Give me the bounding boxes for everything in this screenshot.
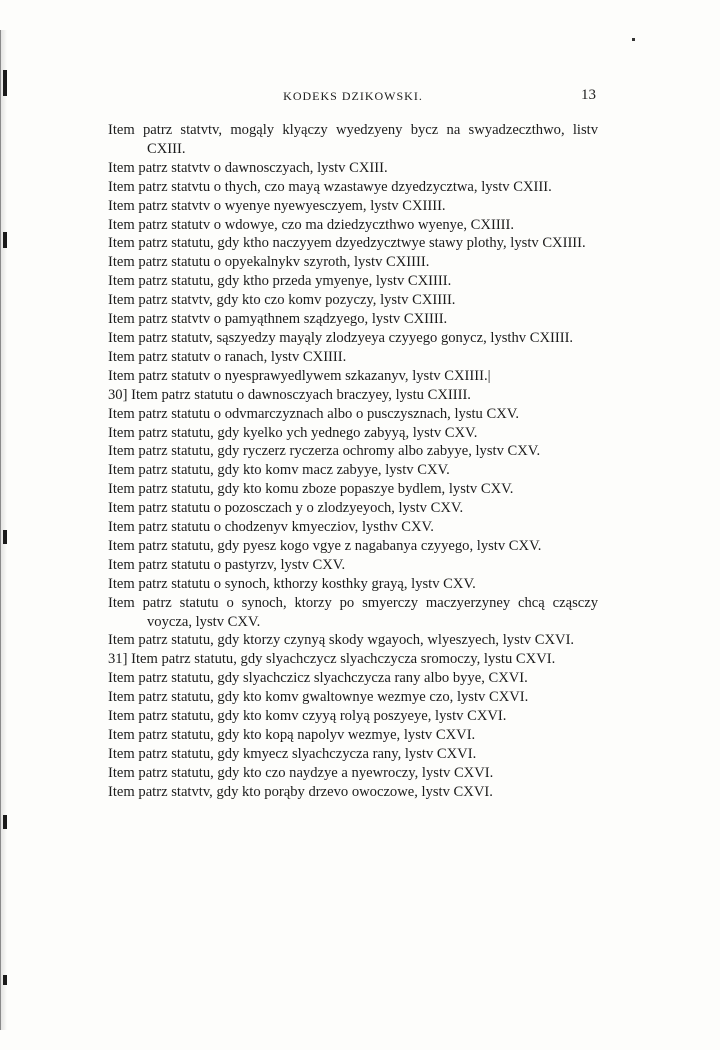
list-item: Item patrz statutu, gdy kto komv gwaltownye wezmye czo, lystv CXVI. bbox=[108, 689, 529, 706]
list-item: Item patrz statutu o synoch, kthorzy kosthky grayą, lystv CXV. bbox=[108, 575, 476, 592]
list-item: Item patrz statutv o ranach, lystv CXIIII. bbox=[108, 348, 347, 365]
list-item: Item patrz statvtv o wyenye nyewyesczyem, lystv CXIIII. bbox=[108, 197, 446, 214]
page-number: 13 bbox=[581, 87, 596, 103]
binding-mark bbox=[3, 70, 7, 96]
list-item: Item patrz statutu, gdy kto komu zboze popaszye bydlem, lystv CXV. bbox=[108, 481, 514, 498]
list-item: Item patrz statutu o synoch, ktorzy po smyerczy maczyerzyney chcą cząsczy voycza, lystv CXV. bbox=[108, 594, 598, 630]
list-item: Item patrz statutu, gdy kyelko ych yednego zabyyą, lystv CXV. bbox=[108, 424, 478, 441]
list-item: 31] Item patrz statutu, gdy slyachczycz slyachczycza sromoczy, lystu CXVI. bbox=[108, 651, 556, 668]
running-title: KODEKS DZIKOWSKI. bbox=[283, 89, 423, 103]
binding-mark bbox=[3, 530, 7, 544]
entry-list bbox=[108, 121, 598, 802]
list-item: Item patrz statutu o chodzenyv kmyecziov, lysthv CXV. bbox=[108, 519, 434, 536]
page-header bbox=[108, 87, 598, 107]
list-item: Item patrz statvtv o pamyąthnem sządzyego, lystv CXIIII. bbox=[108, 311, 448, 328]
list-item: Item patrz statutu, gdy slyachczicz slyachczycza rany albo byye, CXVI. bbox=[108, 670, 528, 687]
speck-mark bbox=[632, 38, 635, 41]
list-item: Item patrz statutv o nyesprawyedlywem szkazanyv, lystv CXIIII.| bbox=[108, 367, 491, 384]
list-item: Item patrz statutu, gdy ktho przeda ymyenye, lystv CXIIII. bbox=[108, 273, 452, 290]
binding-mark bbox=[3, 232, 7, 248]
list-item: Item patrz statutu, gdy kto komv czyyą rolyą poszyeye, lystv CXVI. bbox=[108, 708, 507, 725]
list-item: Item patrz statutv o wdowye, czo ma dziedzyczthwo wyenye, CXIIII. bbox=[108, 216, 515, 233]
list-item: Item patrz statutu, gdy pyesz kogo vgye z nagabanya czyyego, lystv CXV. bbox=[108, 537, 542, 554]
list-item: Item patrz statutu, gdy kto kopą napolyv wezmye, lystv CXVI. bbox=[108, 727, 476, 743]
list-item: Item patrz statutu, gdy kto komv macz zabyye, lystv CXV. bbox=[108, 462, 450, 479]
list-item: Item patrz statvtv o dawnosczyach, lystv CXIII. bbox=[108, 159, 388, 176]
list-item: Item patrz statutu o odvmarczyznach albo o pusczysznach, lystu CXV. bbox=[108, 405, 520, 422]
list-item: 30] Item patrz statutu o dawnosczyach braczyey, lystu CXIIII. bbox=[108, 386, 471, 403]
list-item: Item patrz statutu o pozosczach y o zlodzyeyoch, lystv CXV. bbox=[108, 500, 464, 517]
list-item: Item patrz statutu, gdy ktho naczyyem dzyedzycztwye stawy plothy, lystv CXIIII. bbox=[108, 235, 586, 252]
list-item: Item patrz statvtu o thych, czo mayą wzastawye dzyedzycztwa, lystv CXIII. bbox=[108, 178, 552, 195]
list-item: Item patrz statutu, gdy ktorzy czynyą skody wgayoch, wlyeszyech, lystv CXVI. bbox=[108, 632, 575, 649]
list-item: Item patrz statvtv, gdy kto czo komv pozyczy, lystv CXIIII. bbox=[108, 292, 456, 309]
binding-mark bbox=[3, 815, 7, 829]
binding-mark bbox=[3, 975, 7, 985]
list-item: Item patrz statutu o pastyrzv, lystv CXV. bbox=[108, 556, 346, 573]
list-item: Item patrz statutv, sąszyedzy mayąly zlodzyeya czyyego gonycz, lysthv CXIIII. bbox=[108, 329, 574, 346]
list-item: Item patrz statvtv, mogąly klyączy wyedzyeny bycz na swyadzeczthwo, listv CXIII. bbox=[108, 122, 598, 157]
list-item: Item patrz statutu o opyekalnykv szyroth, lystv CXIIII. bbox=[108, 254, 430, 271]
list-item: Item patrz statutu, gdy ryczerz ryczerza ochromy albo zabyye, lystv CXV. bbox=[108, 443, 541, 460]
list-item: Item patrz statutu, gdy kto czo naydzye a nyewroczy, lystv CXVI. bbox=[108, 764, 494, 781]
list-item: Item patrz statvtv, gdy kto porąby drzevo owoczowe, lystv CXVI. bbox=[108, 783, 493, 800]
list-item: Item patrz statutu, gdy kmyecz slyachczycza rany, lystv CXVI. bbox=[108, 745, 477, 762]
